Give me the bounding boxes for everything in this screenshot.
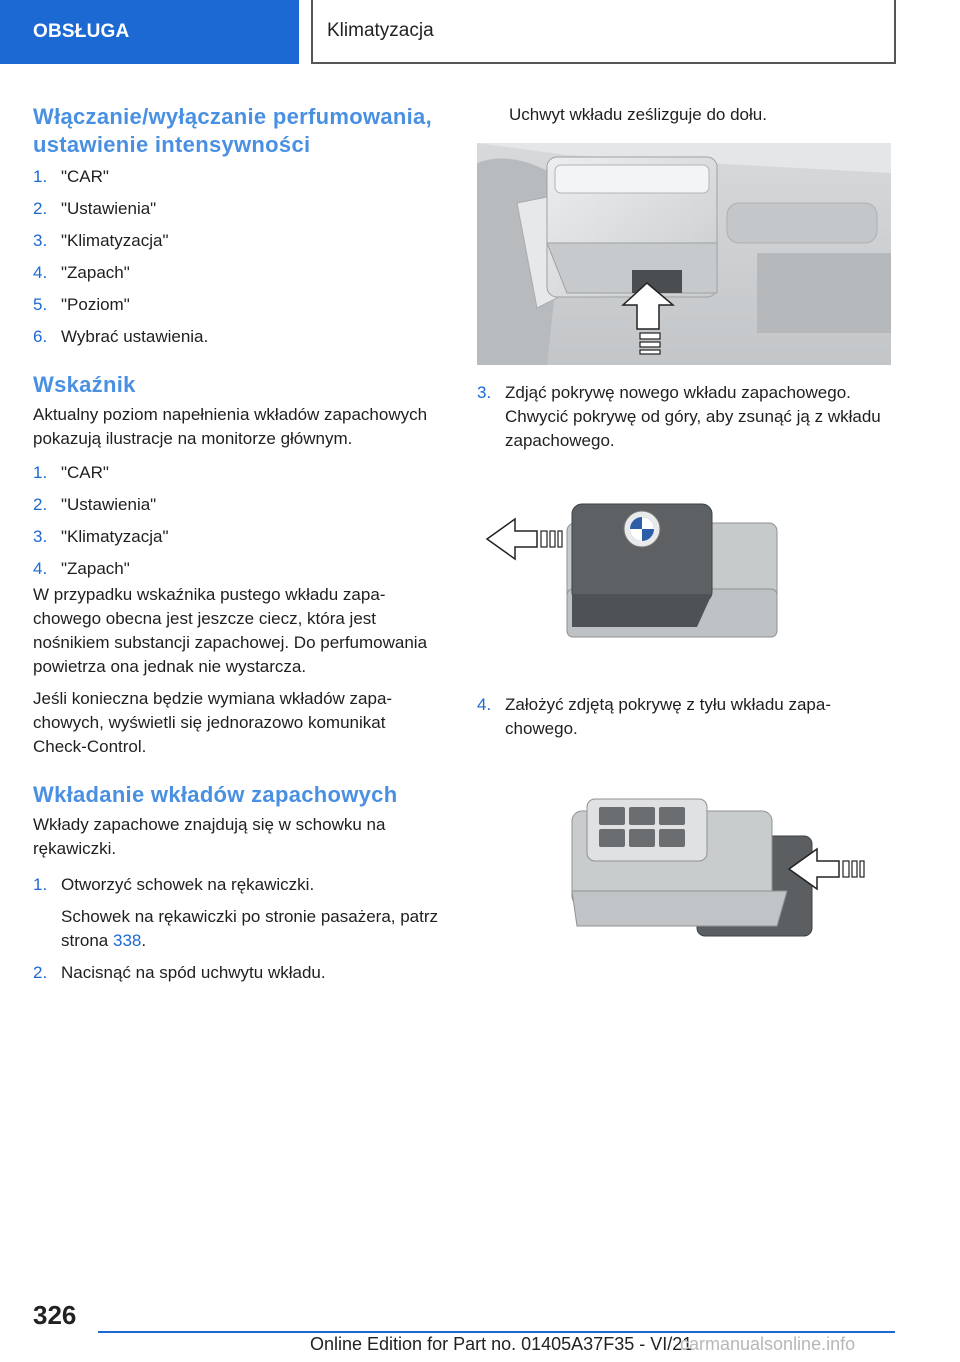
list-item — [33, 525, 443, 549]
list-item — [33, 325, 443, 349]
list-item — [33, 961, 443, 985]
attach-cover-illustration — [477, 791, 891, 951]
page-number: 326 — [33, 1300, 77, 1330]
step-number: 3. — [33, 231, 48, 250]
step-text: "Poziom" — [61, 295, 130, 314]
list-item — [33, 873, 443, 953]
page-reference-link[interactable]: 338 — [112, 931, 142, 950]
step-text: Nacisnąć na spód uchwytu wkładu. — [61, 963, 326, 982]
step-number: 1. — [33, 463, 48, 482]
step-text: "Zapach" — [61, 559, 130, 578]
indicator-description: Aktualny poziom napełnienia wkładów zapachowych pokazują ilustracje na monitorze głównym. — [33, 405, 428, 448]
empty-cartridge-note: W przypadku wskaźnika pustego wkładu zapachowego obecna jest jeszcze ciecz, która jest nośnikiem substancji zapachowej. Do perfumowania powietrza ona jednak nie wystarcza. — [33, 585, 428, 676]
step-text: Wybrać ustawienia. — [61, 327, 209, 346]
step-text: Zdjąć pokrywę nowego wkładu zapachowego. Chwycić pokrywę od góry, aby zsunąć ją z wkładu zapachowego. — [505, 383, 881, 450]
step-number: 4. — [33, 559, 48, 578]
list-item — [33, 261, 443, 285]
step-number: 3. — [33, 527, 48, 546]
subtext-prefix: Schowek na rękawiczki po stronie pasażera, patrz strona — [61, 907, 439, 950]
step-number: 2. — [33, 963, 48, 982]
step-text: "Zapach" — [61, 263, 130, 282]
list-right-steps — [477, 381, 893, 453]
step-subtext — [61, 905, 443, 953]
list-insert-steps — [33, 873, 443, 985]
step-number: 4. — [477, 695, 492, 714]
step-text: "Klimatyzacja" — [61, 231, 169, 250]
glovebox-holder-illustration — [477, 143, 891, 365]
step-number: 3. — [477, 383, 492, 402]
cartridge-location: Wkłady zapachowe znajdują się w schowku na rękawiczki. — [33, 815, 386, 858]
step-number: 5. — [33, 295, 48, 314]
footer-divider — [98, 1331, 895, 1333]
step-text: "CAR" — [61, 167, 109, 186]
step-number: 4. — [33, 263, 48, 282]
chapter-title: Klimatyzacja — [311, 0, 896, 64]
list-item — [33, 557, 443, 581]
step-text: "CAR" — [61, 463, 109, 482]
subtext-suffix: . — [141, 931, 147, 950]
left-column — [33, 103, 443, 993]
list-item — [477, 381, 893, 453]
step-number: 2. — [33, 199, 48, 218]
section-tab: OBSŁUGA — [0, 0, 299, 64]
list-item — [33, 493, 443, 517]
step-number: 1. — [33, 875, 48, 894]
step-number: 1. — [33, 167, 48, 186]
heading-perfume-toggle: Włączanie/wyłączanie perfumowania, ustawienie intensywności — [33, 104, 432, 157]
heading-insert-cartridges: Wkładanie wkładów zapachowych — [33, 782, 398, 807]
watermark: carmanualsonline.info — [680, 1334, 856, 1354]
step-number: 2. — [33, 495, 48, 514]
step-text: Założyć zdjętą pokrywę z tyłu wkładu zapachowego. — [505, 695, 831, 738]
list-perfume-steps — [33, 165, 443, 349]
list-item — [33, 461, 443, 485]
step-text: "Klimatyzacja" — [61, 527, 169, 546]
list-item — [33, 197, 443, 221]
edition-info: Online Edition for Part no. 01405A37F35 - VI/21 — [310, 1334, 693, 1354]
remove-cover-illustration — [477, 499, 891, 649]
list-indicator-steps — [33, 461, 443, 581]
check-control-note: Jeśli konieczna będzie wymiana wkładów zapachowych, wyświetli się jednorazowo komunikat Check-Control. — [33, 689, 393, 756]
list-item — [33, 293, 443, 317]
heading-indicator: Wskaźnik — [33, 372, 136, 397]
step-text: Otworzyć schowek na rękawiczki. — [61, 875, 315, 894]
list-item — [477, 693, 893, 741]
right-column — [477, 103, 893, 951]
step-text: "Ustawienia" — [61, 199, 157, 218]
step-text: "Ustawienia" — [61, 495, 157, 514]
holder-slides-note: Uchwyt wkładu ześlizguje do dołu. — [509, 105, 767, 124]
list-item — [33, 229, 443, 253]
list-right-steps-2 — [477, 693, 893, 741]
list-item — [33, 165, 443, 189]
step-number: 6. — [33, 327, 48, 346]
